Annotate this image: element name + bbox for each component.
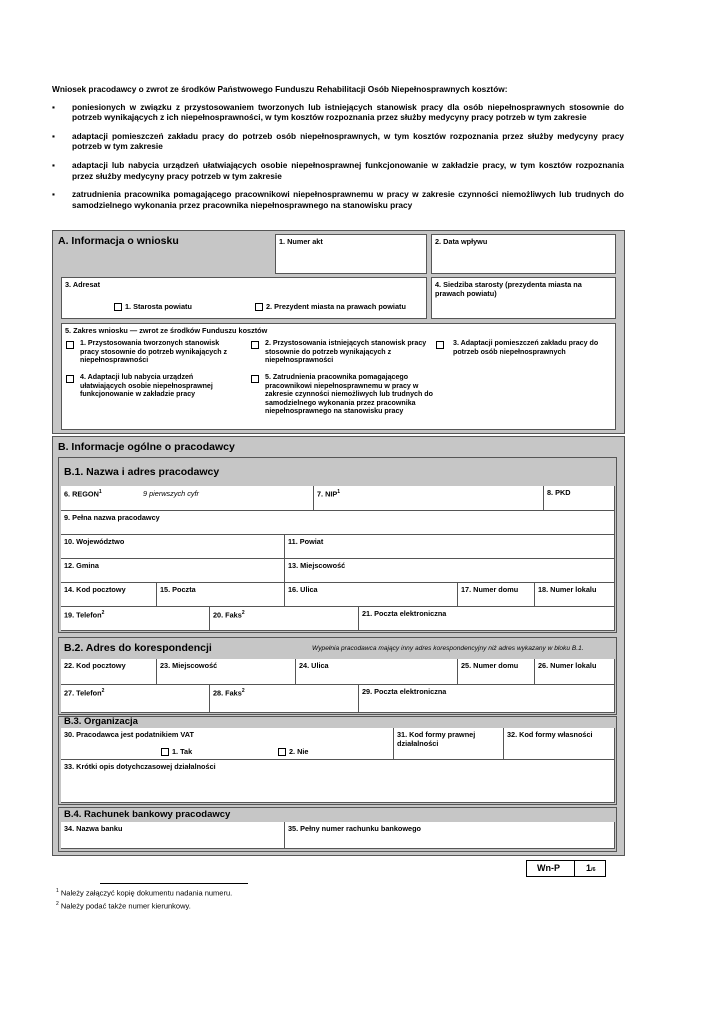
vat-option-label: 2. Nie [289,747,309,756]
corr-apartment-number-field[interactable] [535,659,615,685]
street-field[interactable] [285,583,458,607]
activity-description-field[interactable] [61,760,615,803]
account-number-field[interactable] [285,822,615,849]
corr-postal-code-field[interactable] [61,659,157,685]
b2-note: Wypełnia pracodawca mający inny adres korespondencyjny niż adres wykazany w bloku B.1. [312,645,584,652]
street-label: 16. Ulica [288,585,318,594]
intro-block [52,84,624,218]
intro-bullet [52,131,624,152]
corr-street-field[interactable] [296,659,458,685]
checkbox[interactable] [278,748,286,756]
voivodeship-label: 10. Województwo [64,537,125,546]
starosta-seat-label: 4. Siedziba starosty (prezydenta miasta na prawach powiatu) [435,280,582,298]
checkbox[interactable] [114,303,122,311]
footnote-number: 2 [56,900,59,907]
footnote-text: Należy załączyć kopię dokumentu nadania numeru. [60,888,233,898]
full-name-label: 9. Pełna nazwa pracodawcy [64,513,160,522]
b2-title: B.2. Adres do korespondencji [64,642,212,654]
vat-option-label: 1. Tak [172,747,193,756]
postal-code-field[interactable] [61,583,157,607]
corr-locality-field[interactable] [157,659,296,685]
footnote-ref: 2 [101,610,105,616]
bullet-icon: ▪ [52,189,55,200]
corr-house-number-label: 25. Numer domu [461,661,519,670]
corr-fax-field[interactable] [210,685,359,713]
page-num: 1 [586,863,592,873]
starosta-seat-field[interactable] [431,277,616,319]
footnote-1 [56,886,232,899]
addressee-option-label: 2. Prezydent miasta na prawach powiatu [266,302,406,311]
form-code: Wn-P [537,863,560,873]
county-field[interactable] [285,535,615,559]
footnote-number: 1 [56,888,59,894]
intro-bullet-text: poniesionych w związku z przystosowaniem tworzonych lub istniejących stanowisk pracy dla osób niepełnosprawnych stosownie do potrzeb wynikających z ich niepełnosprawności, w tym kosztów rozpoznania przez służby medycyny pracy potrzeb w tym zakresie [72,101,624,123]
page-number [586,863,596,873]
page-total: /6 [591,867,596,873]
intro-bullet [52,189,624,210]
vat-payer-field [61,728,394,760]
pkd-label: 8. PKD [547,488,571,497]
apartment-number-field[interactable] [535,583,615,607]
addressee-field [61,277,427,319]
ownership-form-field[interactable] [504,728,615,760]
pkd-field[interactable] [544,486,615,511]
email-field[interactable] [359,607,615,631]
addressee-option-prezydent[interactable] [255,302,406,311]
house-number-field[interactable] [458,583,535,607]
vat-option-no[interactable] [278,747,308,756]
intro-bullet-text: adaptacji pomieszczeń zakładu pracy do potrzeb osób niepełnosprawnych, w tym kosztów rozpoznania przez służby medycyny pracy potrzeb w tym zakresie [72,130,624,152]
corr-phone-field[interactable] [61,685,210,713]
checkbox[interactable] [255,303,263,311]
commune-field[interactable] [61,559,285,583]
vat-payer-label: 30. Pracodawca jest podatnikiem VAT [64,730,194,739]
corr-street-label: 24. Ulica [299,661,329,670]
footnote-divider [100,883,248,884]
vat-option-yes[interactable] [161,747,192,756]
intro-bullet [52,102,624,123]
regon-label-text: 6. REGON [64,489,99,499]
bank-name-label: 34. Nazwa banku [64,824,123,833]
phone-field[interactable] [61,607,210,631]
scope-option-4: 4. Adaptacji lub nabycia urządzeń ułatwiających osobie niepełnosprawnej funkcjonowanie w zakładzie pracy [80,373,213,399]
locality-field[interactable] [285,559,615,583]
post-office-field[interactable] [157,583,285,607]
corr-email-label: 29. Poczta elektroniczna [362,687,447,696]
bullet-icon: ▪ [52,130,55,141]
addressee-option-label: 1. Starosta powiatu [125,302,192,311]
intro-bullet-text: zatrudnienia pracownika pomagającego pracownikowi niepełnosprawnemu w pracy w zakresie czynności niemożliwych lub trudnych do samodzielnego wykonania przez pracownika niepełnosprawnego na stanowisku pracy [72,189,624,210]
corr-apartment-number-label: 26. Numer lokalu [538,661,597,670]
bullet-icon: ▪ [52,159,55,170]
regon-field[interactable] [61,486,314,511]
intro-bullet [52,160,624,181]
county-label: 11. Powiat [288,537,324,546]
corr-fax-label [213,687,245,697]
regon-hint: 9 pierwszych cyfr [143,489,199,498]
footnote-ref: 2 [241,688,245,694]
account-number-label: 35. Pełny numer rachunku bankowego [288,824,422,833]
bank-name-field[interactable] [61,822,285,849]
fax-label-text: 20. Faks [213,610,242,620]
ownership-form-label: 32. Kod formy własności [507,730,593,739]
regon-label [64,488,102,498]
phone-label [64,609,104,619]
footnote-2 [56,899,232,912]
footnotes [56,886,232,911]
legal-form-field[interactable] [394,728,504,760]
commune-label: 12. Gmina [64,561,99,570]
apartment-number-label: 18. Numer lokalu [538,585,597,594]
badge-divider [574,861,575,876]
checkbox[interactable] [161,748,169,756]
checkbox-scope-5[interactable] [251,375,259,383]
phone-label-text: 19. Telefon [64,610,102,620]
request-scope-label: 5. Zakres wniosku — zwrot ze środków Funduszu kosztów [65,326,268,335]
legal-form-label: 31. Kod formy prawnej działalności [397,730,476,748]
corr-phone-label-text: 27. Telefon [64,688,102,698]
checkbox-scope-2[interactable] [251,341,259,349]
page-badge [526,860,606,877]
email-label: 21. Poczta elektroniczna [362,609,447,618]
intro-heading: Wniosek pracodawcy o zwrot ze środków Państwowego Funduszu Rehabilitacji Osób Niepełnosprawnych kosztów: [52,84,508,94]
footnote-ref: 1 [98,489,102,495]
b1-title: B.1. Nazwa i adres pracodawcy [64,466,220,478]
fax-label [213,609,245,619]
scope-option-1: 1. Przystosowania tworzonych stanowisk pracy stosownie do potrzeb wynikających z niepełnosprawności [80,339,228,365]
footnote-ref: 2 [101,688,105,694]
checkbox-scope-4[interactable] [66,375,74,383]
intro-bullet-text: adaptacji lub nabycia urządzeń ułatwiających osobie niepełnosprawnej funkcjonowanie w zakładzie pracy, w tym kosztów rozpoznania przez służby medycyny pracy potrzeb w tym zakresie [72,159,624,181]
corr-fax-label-text: 28. Faks [213,688,242,698]
corr-house-number-field[interactable] [458,659,535,685]
corr-email-field[interactable] [359,685,615,713]
full-name-field[interactable] [61,511,615,535]
footnote-ref: 2 [241,610,245,616]
receipt-date-field[interactable] [431,234,616,274]
checkbox-scope-3[interactable] [436,341,444,349]
corr-postal-code-label: 22. Kod pocztowy [64,661,126,670]
case-number-field[interactable] [275,234,427,274]
activity-description-label: 33. Krótki opis dotychczasowej działalności [64,762,216,771]
case-number-label: 1. Numer akt [279,237,323,246]
request-scope-field [61,323,616,430]
footnote-text: Należy podać także numer kierunkowy. [60,901,191,910]
footnote-ref: 1 [337,489,341,495]
scope-option-3: 3. Adaptacji pomieszczeń zakładu pracy do potrzeb osób niepełnosprawnych [453,339,599,356]
section-a-title: A. Informacja o wniosku [58,235,179,247]
nip-label-text: 7. NIP [317,489,338,499]
nip-field[interactable] [314,486,544,511]
checkbox-scope-1[interactable] [66,341,74,349]
b3-title: B.3. Organizacja [64,716,138,727]
corr-phone-label [64,687,104,697]
nip-label [317,488,340,498]
scope-option-5: 5. Zatrudnienia pracownika pomagającego pracownikowi niepełnosprawnemu w pracy w zakresie czynności niemożliwych lub trudnych do samodzielnego wykonania przez pracownika niepełnosprawnego na stanowisku pracy [265,373,433,416]
addressee-option-starosta[interactable] [114,302,192,311]
fax-field[interactable] [210,607,359,631]
house-number-label: 17. Numer domu [461,585,519,594]
post-office-label: 15. Poczta [160,585,196,594]
voivodeship-field[interactable] [61,535,285,559]
scope-option-2: 2. Przystosowania istniejących stanowisk pracy stosownie do potrzeb wynikających z niepełnosprawności [265,339,427,365]
receipt-date-label: 2. Data wpływu [435,237,488,246]
corr-locality-label: 23. Miejscowość [160,661,218,670]
postal-code-label: 14. Kod pocztowy [64,585,126,594]
bullet-icon: ▪ [52,101,55,112]
section-b-title: B. Informacje ogólne o pracodawcy [58,441,235,453]
addressee-label: 3. Adresat [65,280,101,289]
b4-title: B.4. Rachunek bankowy pracodawcy [64,809,231,820]
locality-label: 13. Miejscowość [288,561,346,570]
